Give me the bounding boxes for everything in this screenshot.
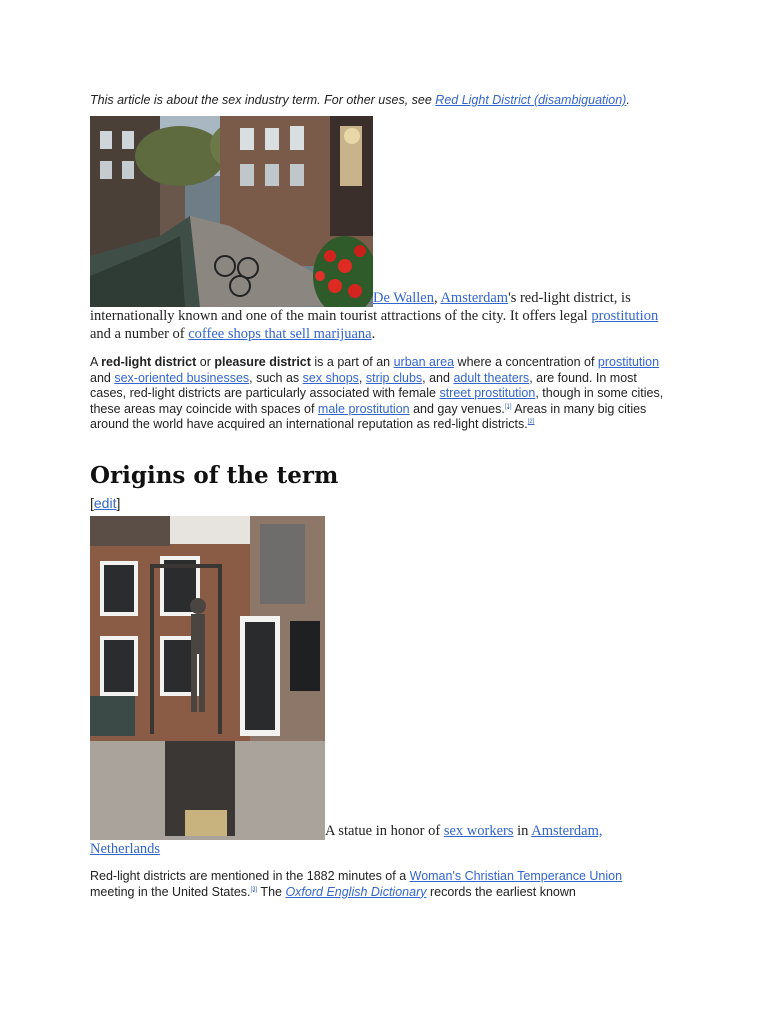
caption-text-2: and a number of	[90, 326, 189, 342]
prostitution-link[interactable]: prostitution	[597, 355, 660, 369]
lead-text: Areas in many big cities around the world have acquired an international reputation as red-light districts.	[90, 401, 647, 431]
caption-comma: ,	[433, 290, 441, 306]
adult-theaters-link[interactable]: adult theaters	[453, 370, 530, 385]
statue-photo[interactable]	[90, 516, 325, 840]
lead-paragraph	[90, 355, 666, 433]
lead-text: or	[196, 355, 215, 369]
sex-shops-link[interactable]: sex shops	[302, 370, 359, 385]
lead-text: , such as	[249, 370, 303, 385]
lead-text: and gay venues.	[409, 401, 505, 416]
amsterdam-link[interactable]: Amsterdam	[440, 290, 509, 306]
hatnote-period: .	[626, 93, 630, 107]
figure-statue	[90, 516, 650, 858]
caption-text-2: in	[513, 823, 532, 839]
section-edit	[90, 495, 120, 511]
origins-paragraph	[90, 869, 650, 900]
lead-text: is a part of an	[310, 355, 394, 369]
prostitution-link[interactable]: prostitution	[591, 308, 659, 324]
reference-2[interactable]: [2]	[527, 418, 535, 425]
section-heading: Origins of the term	[90, 462, 339, 489]
sex-oriented-businesses-link[interactable]: sex-oriented businesses	[114, 370, 250, 385]
lead-text: , and	[422, 370, 454, 385]
reference-1[interactable]: [1]	[504, 403, 512, 410]
para-text: records the earliest known	[426, 884, 576, 899]
male-prostitution-link[interactable]: male prostitution	[317, 401, 410, 416]
term-red-light-district: red-light district	[101, 355, 197, 369]
term-pleasure-district: pleasure district	[214, 355, 311, 369]
lead-text: and	[90, 370, 115, 385]
lead-text: ,	[358, 370, 366, 385]
disambiguation-link[interactable]: Red Light District (disambiguation)	[435, 93, 627, 107]
street-prostitution-link[interactable]: street prostitution	[439, 386, 536, 400]
para-text: meeting in the United States.	[90, 884, 251, 899]
canal-photo[interactable]	[90, 116, 373, 307]
caption-text-1: 's red-light district, is internationally known and one of the main tourist attractions of the city. It offers legal	[90, 290, 631, 324]
lead-text: where a concentration of	[454, 355, 598, 369]
hatnote	[90, 93, 690, 107]
para-text: Red-light districts are mentioned in the 1882 minutes of a	[90, 869, 410, 883]
caption-text-1: A statue in honor of	[325, 823, 444, 839]
edit-bracket-close: ]	[116, 495, 121, 511]
urban-area-link[interactable]: urban area	[393, 355, 455, 369]
oed-link[interactable]: Oxford English Dictionary	[285, 884, 427, 899]
de-wallen-link[interactable]: De Wallen	[373, 290, 434, 306]
para-text: The	[257, 884, 286, 899]
figure-de-wallen	[90, 116, 660, 343]
reference-3[interactable]: [3]	[250, 886, 258, 893]
coffee-shops-link[interactable]: coffee shops that sell marijuana	[188, 326, 372, 342]
edit-bracket-open: [	[90, 495, 94, 511]
wctu-link[interactable]: Woman's Christian Temperance Union	[409, 869, 623, 883]
amsterdam-netherlands-link[interactable]: Amsterdam, Netherlands	[90, 823, 603, 857]
lead-text: , though in some cities, these areas may coincide with spaces of	[90, 386, 664, 416]
caption-text-3: .	[371, 326, 376, 342]
lead-text: , are found. In most cases, red-light districts are particularly associated with female	[90, 370, 637, 400]
strip-clubs-link[interactable]: strip clubs	[365, 370, 423, 385]
hatnote-text: This article is about the sex industry term. For other uses, see	[90, 93, 436, 107]
edit-link[interactable]: edit	[93, 495, 117, 511]
sex-workers-link[interactable]: sex workers	[443, 823, 514, 839]
lead-text: A	[90, 355, 102, 369]
